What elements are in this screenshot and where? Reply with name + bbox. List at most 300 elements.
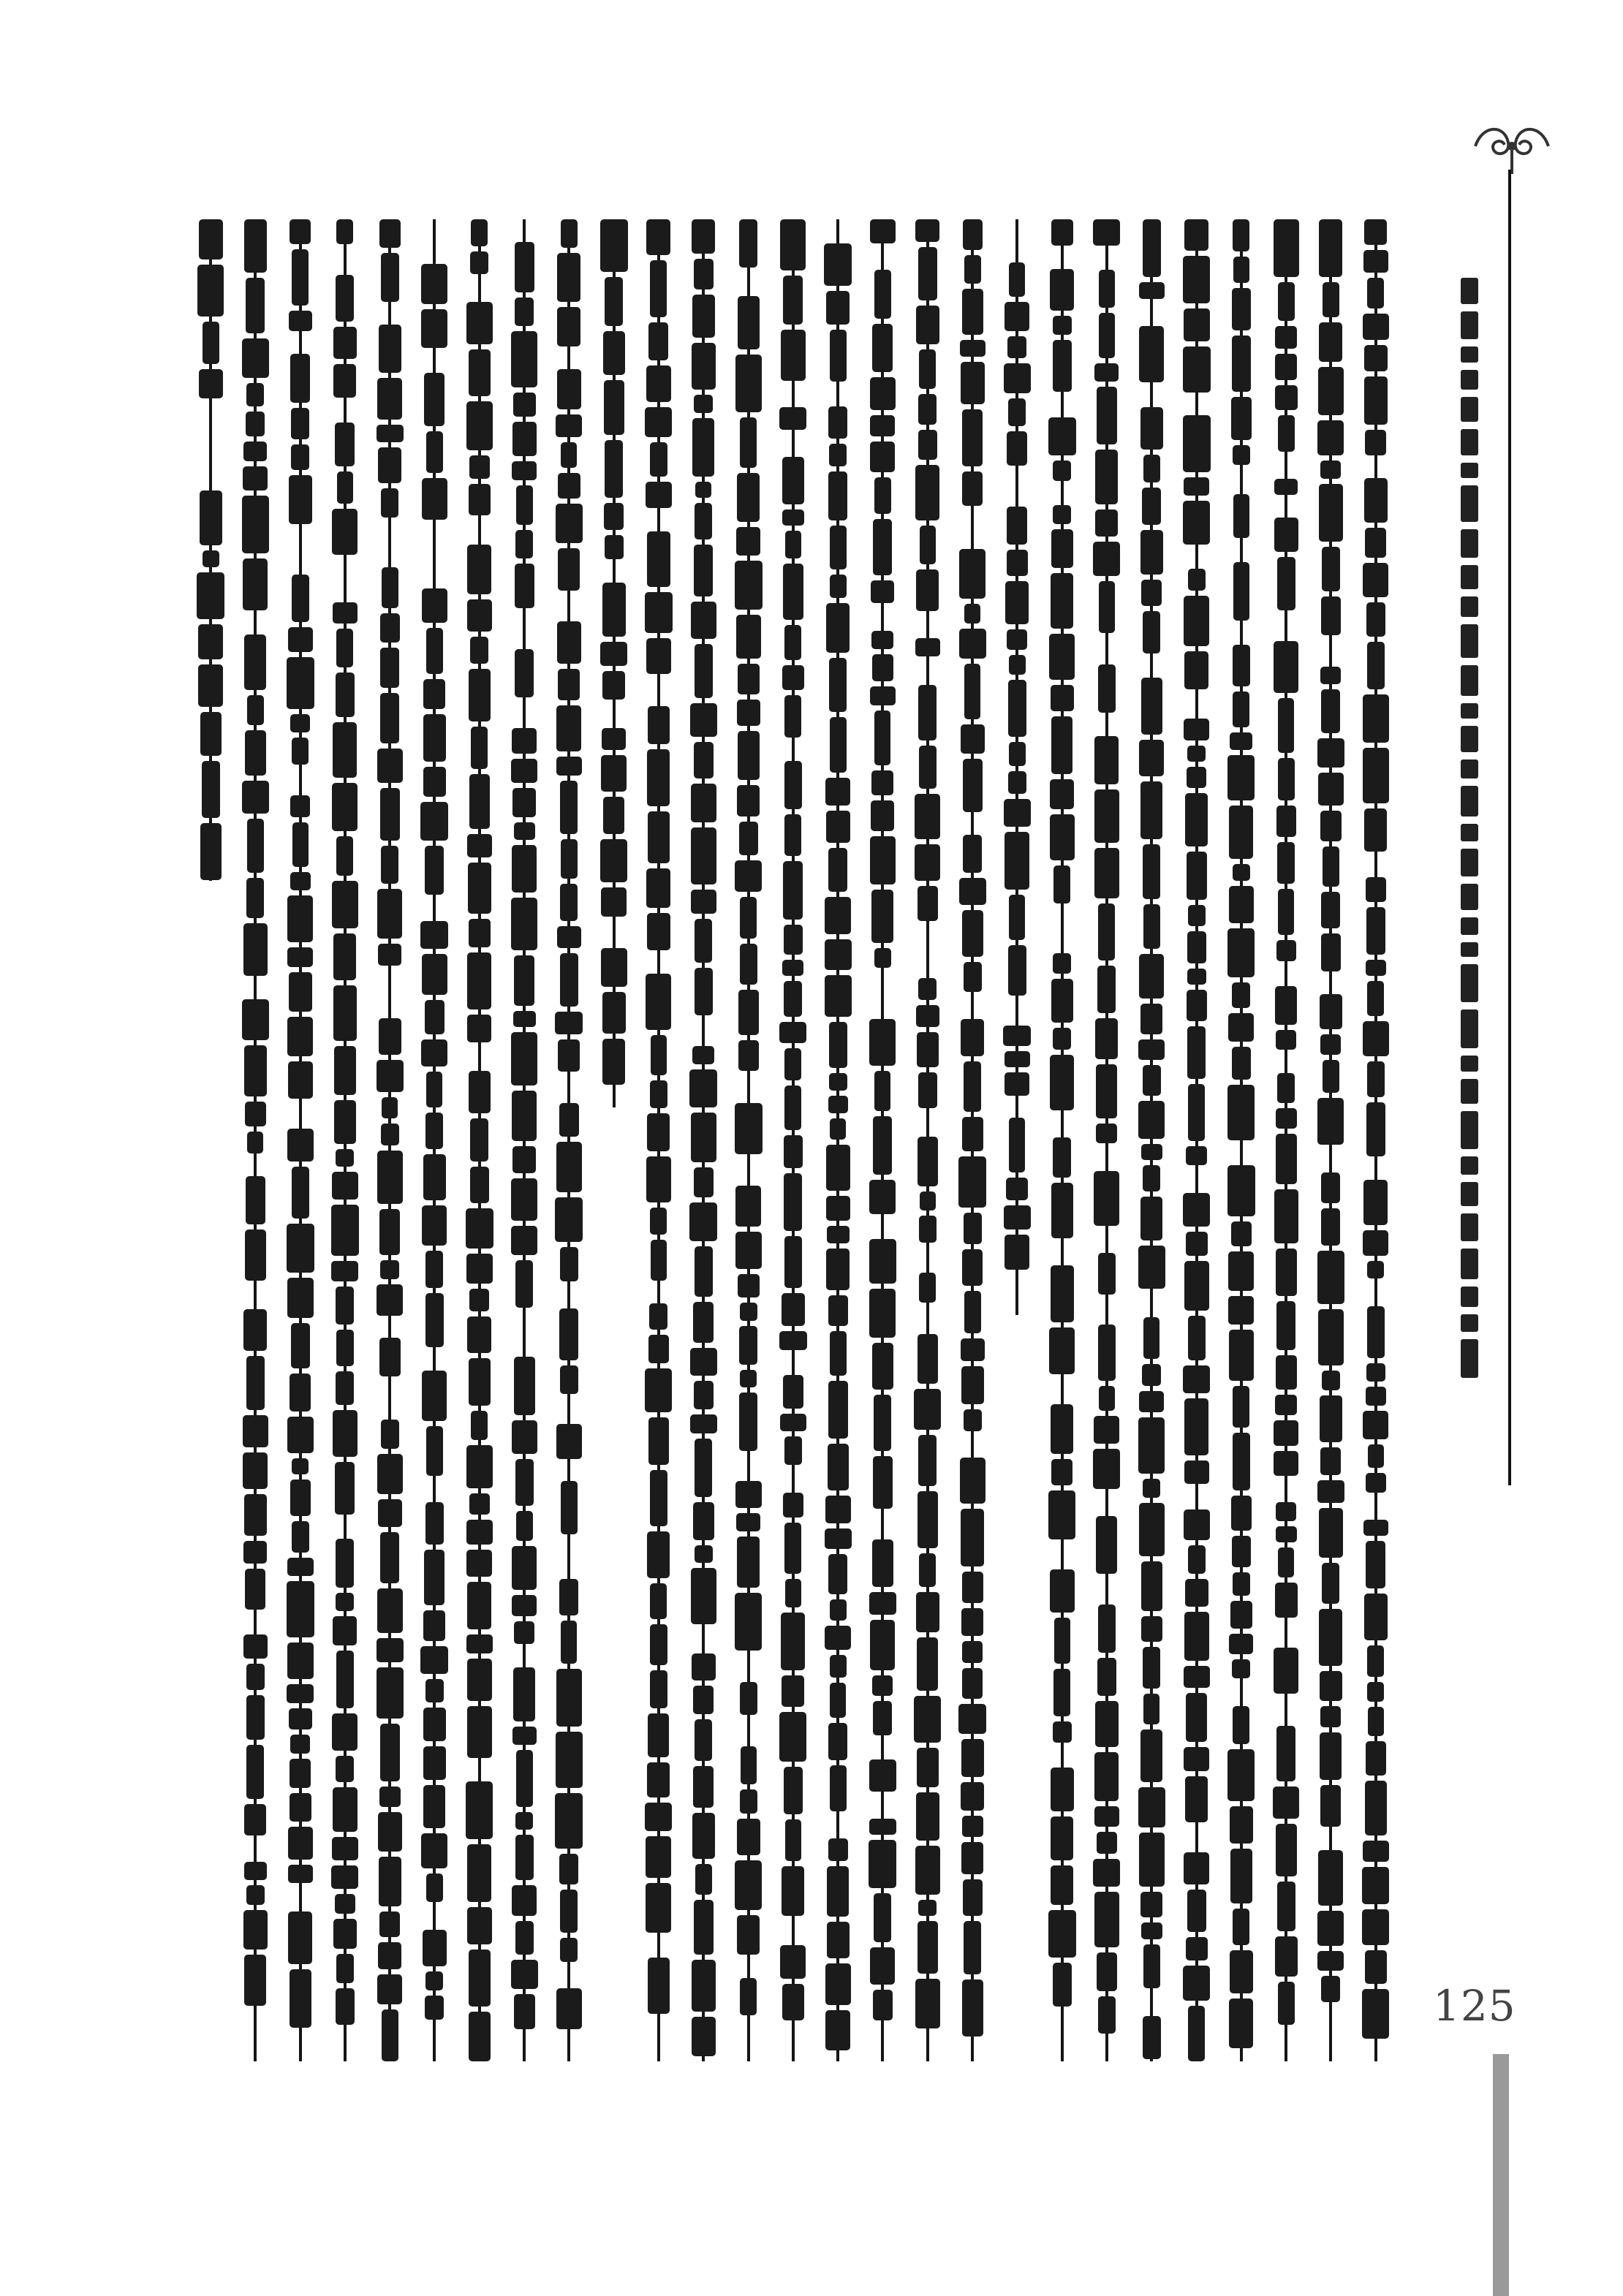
glyph-block (1183, 256, 1210, 304)
glyph-block (1275, 1936, 1298, 1977)
glyph-block (1183, 1193, 1210, 1227)
glyph-block (246, 1745, 264, 1799)
glyph-block (871, 800, 894, 831)
glyph-block (1232, 1659, 1250, 1678)
glyph-block (691, 1568, 716, 1624)
word-space (1363, 1498, 1388, 1515)
glyph-block (1232, 288, 1251, 330)
glyph-block (422, 954, 447, 995)
word-space (1094, 1579, 1119, 1599)
word-space (512, 1649, 537, 1662)
glyph-block (1049, 1327, 1075, 1374)
glyph-block (650, 1208, 667, 1235)
glyph-block (377, 889, 402, 939)
glyph-block (1366, 907, 1385, 955)
glyph-block (693, 1302, 714, 1343)
word-space (512, 1313, 537, 1328)
glyph-block (784, 1236, 802, 1288)
glyph-block (377, 425, 404, 442)
glyph-block (1184, 1747, 1209, 1771)
word-space (781, 1921, 806, 1940)
header-glyph (1461, 917, 1478, 935)
glyph-block (287, 1684, 314, 1703)
glyph-block (512, 422, 537, 456)
glyph-block (558, 669, 580, 700)
glyph-block (828, 1444, 849, 1490)
word-space (1274, 966, 1298, 981)
word-space (1318, 977, 1343, 989)
glyph-block (1050, 1055, 1074, 1110)
glyph-block (514, 1357, 535, 1415)
glyph-block (380, 1260, 399, 1279)
glyph-block (605, 277, 623, 326)
word-space (422, 353, 447, 368)
word-space (556, 1561, 581, 1574)
glyph-block (1143, 1317, 1159, 1359)
glyph-block (1233, 1909, 1249, 1945)
glyph-block (243, 1309, 267, 1351)
text-column (235, 219, 276, 2061)
glyph-block (693, 1686, 714, 1714)
glyph-block (962, 1979, 983, 2037)
glyph-block (645, 407, 672, 437)
text-column (907, 219, 948, 2061)
glyph-block (1094, 1171, 1119, 1226)
glyph-block (1321, 892, 1340, 928)
glyph-block (511, 898, 537, 950)
glyph-block (692, 418, 714, 477)
glyph-block (917, 1748, 939, 1787)
glyph-block (825, 1626, 851, 1650)
glyph-block (1319, 219, 1342, 277)
glyph-block (467, 1316, 491, 1353)
glyph-block (1233, 864, 1250, 881)
text-column (1042, 219, 1083, 2061)
glyph-block (1143, 1065, 1161, 1096)
glyph-block (378, 1942, 401, 1969)
glyph-block (1364, 478, 1388, 523)
glyph-block (422, 1371, 447, 1421)
glyph-block (1186, 1693, 1207, 1743)
glyph-block (648, 1417, 669, 1465)
header-glyph (1461, 1339, 1478, 1378)
glyph-block (331, 1261, 358, 1281)
glyph-block (784, 1135, 803, 1168)
glyph-block (1143, 219, 1161, 277)
glyph-block (1139, 1503, 1165, 1556)
word-space (870, 1797, 895, 1814)
header-glyph (1461, 397, 1478, 422)
glyph-block (739, 1326, 757, 1365)
word-space (288, 336, 313, 349)
glyph-block (873, 1701, 892, 1735)
page-number: 125 (1433, 1981, 1516, 2031)
glyph-block (333, 933, 356, 980)
glyph-block (471, 219, 488, 246)
glyph-block (515, 1459, 534, 1506)
glyph-block (1183, 415, 1211, 473)
glyph-block (1008, 771, 1026, 794)
word-space (915, 662, 940, 680)
glyph-block (287, 1017, 313, 1056)
glyph-block (735, 1232, 762, 1269)
glyph-block (735, 1481, 762, 1508)
word-space (1139, 304, 1164, 321)
glyph-block (466, 1445, 493, 1488)
header-glyph (1461, 1009, 1478, 1048)
glyph-block (1227, 1749, 1255, 1801)
glyph-block (425, 1251, 443, 1288)
glyph-block (378, 447, 401, 483)
glyph-block (1009, 742, 1026, 766)
glyph-block (1364, 376, 1388, 425)
glyph-block (915, 465, 939, 520)
glyph-block (1185, 1776, 1208, 1822)
glyph-block (830, 526, 847, 569)
glyph-block (1364, 219, 1387, 245)
glyph-block (292, 575, 309, 622)
glyph-block (781, 330, 806, 381)
word-space (646, 513, 671, 526)
glyph-block (466, 1208, 493, 1249)
glyph-block (467, 1582, 491, 1629)
glyph-block (963, 835, 982, 873)
word-space (556, 1967, 581, 1983)
glyph-block (600, 839, 627, 882)
glyph-block (379, 1857, 401, 1906)
glyph-block (516, 1511, 533, 1541)
glyph-block (1141, 1616, 1162, 1642)
glyph-block (560, 1890, 578, 1933)
glyph-block (336, 1593, 354, 1611)
glyph-block (1277, 1882, 1295, 1931)
glyph-block (650, 442, 667, 477)
glyph-block (1140, 1004, 1162, 1034)
glyph-block (336, 836, 353, 876)
glyph-block (1140, 530, 1163, 575)
word-space (243, 1286, 268, 1304)
glyph-block (1141, 580, 1162, 606)
glyph-block (1233, 445, 1250, 465)
word-space (960, 997, 985, 1014)
glyph-block (332, 783, 357, 831)
glyph-block (645, 1803, 672, 1831)
glyph-block (333, 985, 357, 1041)
word-space (467, 520, 492, 539)
glyph-block (916, 1792, 939, 1841)
word-space (1184, 398, 1209, 410)
glyph-block (1278, 889, 1294, 935)
glyph-block (561, 839, 578, 879)
word-space (736, 1159, 761, 1181)
glyph-block (425, 846, 444, 895)
glyph-block (1230, 1806, 1253, 1844)
glyph-block (242, 338, 269, 378)
glyph-block (426, 1072, 442, 1107)
glyph-block (422, 478, 447, 520)
glyph-block (1006, 1178, 1028, 1200)
glyph-block (959, 629, 986, 659)
glyph-block (1143, 1647, 1160, 1689)
glyph-block (421, 1833, 447, 1868)
glyph-block (783, 1375, 803, 1409)
glyph-block (870, 442, 895, 472)
text-column (1266, 219, 1306, 2061)
glyph-block (288, 1827, 313, 1860)
glyph-block (874, 948, 891, 968)
glyph-block (559, 1308, 578, 1360)
glyph-block (1278, 698, 1294, 753)
glyph-block (1098, 664, 1116, 713)
header-glyph (1461, 1213, 1478, 1241)
glyph-block (689, 1202, 717, 1241)
glyph-block (470, 1118, 488, 1162)
glyph-block (561, 1621, 577, 1664)
word-space (1050, 909, 1075, 922)
glyph-block (512, 1595, 537, 1616)
glyph-block (646, 219, 670, 255)
glyph-block (1363, 1021, 1389, 1056)
text-column (1176, 219, 1217, 2061)
glyph-block (1184, 719, 1209, 740)
glyph-block (560, 884, 578, 921)
glyph-block (917, 1032, 939, 1067)
glyph-block (1138, 1101, 1165, 1139)
text-column (996, 219, 1037, 2061)
word-space (870, 1219, 895, 1234)
glyph-block (693, 1766, 714, 1808)
glyph-block (466, 1520, 493, 1545)
glyph-block (914, 1389, 941, 1430)
glyph-block (467, 545, 491, 594)
word-space (556, 1287, 581, 1303)
glyph-block (290, 219, 311, 244)
glyph-block (469, 1071, 491, 1113)
glyph-block (959, 878, 986, 905)
glyph-block (1278, 415, 1295, 452)
glyph-block (784, 1767, 803, 1814)
glyph-block (828, 848, 847, 892)
glyph-block (963, 759, 983, 812)
glyph-block (336, 672, 355, 717)
glyph-block (1318, 1309, 1344, 1365)
glyph-block (556, 757, 582, 776)
glyph-block (292, 738, 309, 765)
glyph-block (1142, 488, 1161, 525)
glyph-block (1093, 1449, 1120, 1489)
glyph-block (872, 324, 893, 372)
glyph-block (1229, 806, 1253, 859)
word-space (1318, 2007, 1343, 2023)
glyph-block (739, 219, 757, 268)
glyph-block (784, 1086, 801, 1130)
glyph-block (380, 693, 399, 743)
glyph-block (244, 1862, 267, 1880)
glyph-block (1186, 1146, 1207, 1165)
text-column (862, 219, 903, 2061)
glyph-block (1094, 1806, 1119, 1827)
glyph-block (784, 925, 803, 955)
glyph-block (331, 1205, 359, 1256)
word-space (1050, 928, 1075, 948)
text-column (1355, 219, 1396, 2061)
glyph-block (203, 550, 219, 567)
glyph-block (1229, 1330, 1254, 1381)
text-column (952, 219, 993, 2061)
glyph-block (1320, 1447, 1341, 1475)
glyph-block (1232, 982, 1250, 1008)
glyph-block (1275, 354, 1297, 380)
word-space (1050, 2012, 1075, 2031)
word-space (243, 2011, 268, 2026)
header-glyph (1461, 1111, 1478, 1149)
glyph-block (1275, 1395, 1297, 1415)
glyph-block (692, 2017, 716, 2056)
glyph-block (645, 1368, 672, 1412)
glyph-block (1143, 611, 1160, 653)
glyph-block (873, 1116, 892, 1175)
glyph-block (1319, 484, 1343, 542)
glyph-block (1138, 1787, 1165, 1827)
glyph-block (1318, 1850, 1343, 1906)
glyph-block (873, 519, 892, 575)
glyph-block (870, 219, 896, 243)
header-glyph (1461, 824, 1478, 841)
glyph-block (1276, 1502, 1296, 1521)
glyph-block (1139, 1391, 1164, 1412)
word-space (288, 770, 313, 790)
text-column (190, 219, 231, 2061)
glyph-block (830, 575, 847, 598)
glyph-block (962, 1572, 983, 1603)
glyph-block (425, 1679, 444, 1702)
word-space (1229, 470, 1254, 489)
glyph-block (332, 1172, 358, 1200)
glyph-block (466, 1254, 493, 1284)
glyph-block (695, 1246, 713, 1297)
glyph-block (874, 1395, 891, 1451)
glyph-block (736, 615, 761, 659)
glyph-block (1362, 1909, 1389, 1945)
text-column (773, 219, 814, 2061)
glyph-block (1367, 1061, 1385, 1097)
glyph-block (377, 1060, 404, 1092)
word-space (1050, 486, 1075, 500)
glyph-block (1187, 767, 1206, 788)
glyph-block (872, 1343, 893, 1390)
glyph-block (1320, 811, 1342, 841)
glyph-block (1140, 1197, 1162, 1240)
glyph-block (740, 417, 757, 468)
glyph-block (692, 1653, 716, 1681)
glyph-block (331, 1865, 358, 1889)
glyph-block (289, 1708, 312, 1729)
glyph-block (872, 1539, 893, 1587)
word-space (198, 473, 223, 485)
glyph-block (1187, 852, 1207, 900)
glyph-block (336, 1149, 354, 1167)
glyph-block (382, 567, 398, 608)
word-space (1094, 1231, 1119, 1248)
glyph-block (692, 219, 715, 254)
word-space (1318, 640, 1343, 662)
glyph-block (874, 1071, 890, 1111)
glyph-block (1184, 1261, 1209, 1311)
glyph-block (422, 1205, 447, 1246)
glyph-block (600, 642, 627, 666)
glyph-block (780, 1414, 806, 1431)
glyph-block (1276, 1301, 1295, 1350)
glyph-block (918, 1921, 938, 1974)
word-space (960, 532, 985, 544)
header-glyph (1461, 429, 1478, 455)
glyph-block (1053, 340, 1072, 392)
glyph-block (420, 1646, 448, 1674)
glyph-block (1276, 806, 1296, 837)
glyph-block (1231, 397, 1252, 440)
glyph-block (869, 1592, 896, 1615)
glyph-block (918, 430, 937, 460)
glyph-block (1143, 1479, 1160, 1498)
glyph-block (424, 373, 444, 426)
glyph-block (1184, 1460, 1209, 1485)
glyph-block (470, 251, 488, 274)
word-space (1229, 1145, 1254, 1160)
word-space (1050, 1748, 1075, 1762)
glyph-block (512, 1091, 537, 1141)
glyph-block (288, 1865, 313, 1883)
glyph-block (514, 955, 534, 1006)
word-space (1363, 1284, 1388, 1301)
glyph-block (289, 475, 312, 524)
glyph-block (1009, 895, 1025, 940)
glyph-block (1277, 1073, 1295, 1103)
glyph-block (1184, 1612, 1209, 1661)
glyph-block (514, 1994, 535, 2029)
glyph-block (962, 1249, 983, 1286)
glyph-block (243, 1415, 268, 1447)
glyph-block (735, 561, 763, 610)
glyph-block (1233, 645, 1250, 686)
glyph-block (287, 947, 313, 967)
glyph-block (1184, 219, 1208, 251)
glyph-block (1187, 1026, 1206, 1080)
glyph-block (870, 686, 896, 705)
word-space (736, 1076, 761, 1098)
word-space (1184, 550, 1209, 564)
glyph-block (515, 298, 534, 326)
header-glyph (1461, 964, 1478, 1002)
glyph-block (1363, 1411, 1388, 1439)
glyph-block (1273, 1787, 1299, 1819)
glyph-block (1138, 1039, 1165, 1060)
glyph-block (1320, 1395, 1342, 1442)
glyph-block (516, 1750, 533, 1807)
glyph-block (1184, 651, 1208, 690)
header-glyph (1461, 1079, 1478, 1104)
glyph-block (246, 1885, 265, 1905)
word-space (512, 702, 537, 723)
glyph-block (245, 1569, 265, 1610)
glyph-block (1320, 1034, 1341, 1055)
glyph-block (336, 629, 353, 667)
glyph-block (515, 1260, 533, 1308)
glyph-block (1362, 1867, 1389, 1904)
glyph-block (561, 442, 577, 468)
glyph-block (381, 253, 399, 302)
glyph-block (1368, 1444, 1384, 1468)
glyph-block (691, 827, 716, 884)
